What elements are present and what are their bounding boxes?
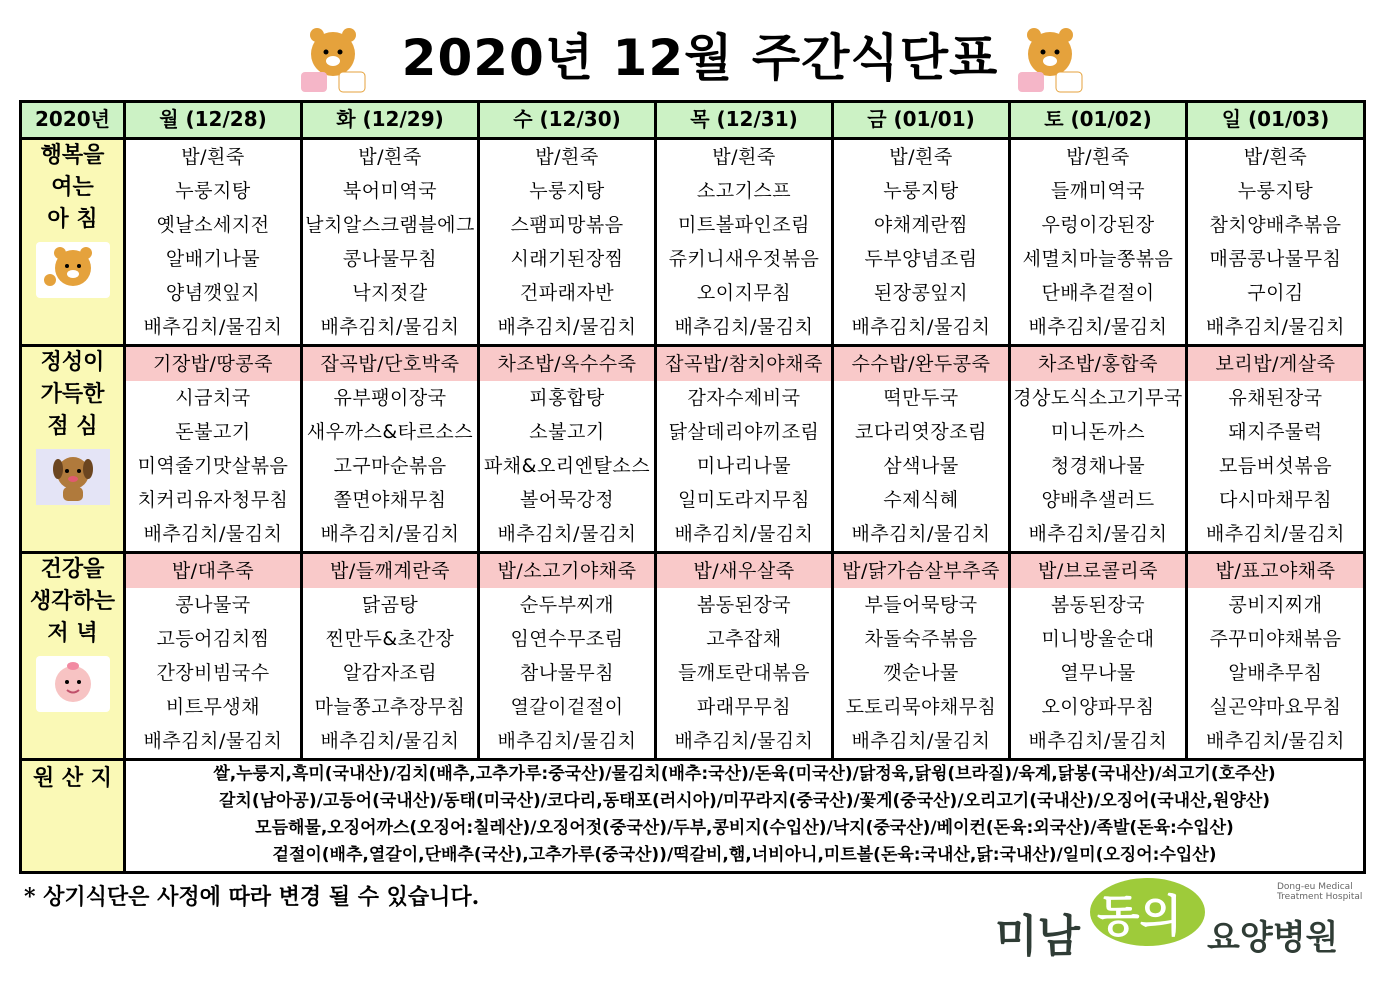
menu-cell bbox=[302, 346, 479, 553]
menu-item: 볼어묵강정 bbox=[519, 489, 615, 511]
menu-item: 콩비지찌개 bbox=[1228, 594, 1323, 616]
menu-item: 두부양념조림 bbox=[864, 248, 978, 270]
menu-item: 배추김치/물김치 bbox=[143, 730, 283, 752]
origin-line: 쌀,누룽지,흑미(국내산)/김치(배추,고추가루:중국산)/물김치(배추:국산)/돈육(미국산)/닭정육,닭윙(브라질)/육계,닭봉(국내산)/쇠고기(호주산) bbox=[213, 764, 1276, 784]
logo-english-text bbox=[1277, 882, 1362, 902]
menu-item: 미역줄기맛살볶음 bbox=[137, 455, 289, 477]
menu-item-porridge: 밥/닭가슴살부추죽 bbox=[834, 554, 1008, 588]
menu-item: 누룽지탕 bbox=[1237, 180, 1314, 202]
menu-item: 고구마순볶음 bbox=[333, 455, 447, 477]
menu-item-porridge: 차조밥/홍합죽 bbox=[1011, 347, 1185, 381]
menu-item: 미나리나물 bbox=[696, 455, 792, 477]
menu-item: 새우까스&타르소스 bbox=[306, 421, 474, 443]
menu-item-porridge: 잡곡밥/단호박죽 bbox=[303, 347, 477, 381]
menu-item: 수제식혜 bbox=[883, 489, 959, 511]
menu-cell bbox=[479, 553, 656, 760]
menu-item: 도토리묵야채무침 bbox=[845, 696, 997, 718]
menu-item: 유채된장국 bbox=[1228, 387, 1323, 409]
menu-item: 소불고기 bbox=[529, 421, 605, 443]
bear-waving-icon bbox=[36, 242, 110, 298]
menu-item: 야채계란찜 bbox=[873, 214, 969, 236]
menu-item: 구이김 bbox=[1247, 282, 1304, 304]
menu-item: 들깨미역국 bbox=[1050, 180, 1146, 202]
menu-item: 배추김치/물김치 bbox=[320, 730, 460, 752]
menu-item: 밥/흰죽 bbox=[889, 146, 953, 168]
day-header: 금 (01/01) bbox=[833, 102, 1010, 139]
menu-item-porridge: 차조밥/옥수수죽 bbox=[480, 347, 654, 381]
menu-cell bbox=[1010, 139, 1187, 346]
logo-text-part2: 동의 bbox=[1097, 891, 1183, 942]
menu-item: 밥/흰죽 bbox=[1066, 146, 1130, 168]
menu-item: 코다리엿장조림 bbox=[855, 421, 987, 443]
menu-item: 경상도식소고기무국 bbox=[1013, 387, 1183, 409]
menu-item: 파채&오리엔탈소스 bbox=[483, 455, 651, 477]
logo-text-part3: 요양병원 bbox=[1207, 918, 1339, 958]
menu-item: 돈불고기 bbox=[175, 421, 251, 443]
dog-mascot-icon bbox=[36, 449, 110, 505]
menu-item: 시래기된장찜 bbox=[510, 248, 624, 270]
menu-item: 단배추겉절이 bbox=[1041, 282, 1155, 304]
menu-cell bbox=[656, 346, 833, 553]
menu-cell bbox=[1010, 553, 1187, 760]
lunch-label-cell bbox=[21, 346, 125, 553]
menu-item: 배추김치/물김치 bbox=[851, 730, 991, 752]
menu-item-porridge: 밥/표고야채죽 bbox=[1188, 554, 1363, 588]
menu-item: 오이지무침 bbox=[696, 282, 792, 304]
menu-item: 모듬버섯볶음 bbox=[1218, 455, 1333, 477]
day-header: 일 (01/03) bbox=[1187, 102, 1365, 139]
menu-item: 봄동된장국 bbox=[1050, 594, 1146, 616]
menu-item: 미트볼파인조림 bbox=[678, 214, 810, 236]
menu-item: 부들어묵탕국 bbox=[864, 594, 978, 616]
menu-item: 쥬키니새우젓볶음 bbox=[668, 248, 820, 270]
lunch-label: 정성이 가득한 점 심 bbox=[40, 350, 105, 439]
menu-item: 북어미역국 bbox=[342, 180, 438, 202]
menu-item-porridge: 밥/들깨계란죽 bbox=[303, 554, 477, 588]
menu-cell bbox=[479, 139, 656, 346]
menu-cell bbox=[833, 553, 1010, 760]
menu-item: 닭곰탕 bbox=[361, 594, 419, 616]
menu-item: 봄동된장국 bbox=[696, 594, 792, 616]
menu-cell bbox=[656, 553, 833, 760]
menu-item: 양념깻잎지 bbox=[165, 282, 261, 304]
origin-line: 갈치(남아공)/고등어(국내산)/동태(미국산)/코다리,동태포(러시아)/미꾸라지(중국산)/꽃게(중국산)/오리고기(국내산)/오징어(국내산,원양산) bbox=[218, 791, 1271, 811]
breakfast-row bbox=[21, 139, 1365, 346]
menu-cell bbox=[1010, 346, 1187, 553]
menu-item: 배추김치/물김치 bbox=[1206, 730, 1345, 752]
menu-item: 비트무생채 bbox=[165, 696, 261, 718]
menu-item-porridge: 밥/브로콜리죽 bbox=[1011, 554, 1185, 588]
menu-item: 배추김치/물김치 bbox=[1028, 316, 1168, 338]
menu-item: 유부팽이장국 bbox=[333, 387, 447, 409]
lunch-row bbox=[21, 346, 1365, 553]
menu-item: 닭살데리야끼조림 bbox=[668, 421, 820, 443]
bear-mascot-icon bbox=[1004, 20, 1096, 100]
menu-cell bbox=[833, 139, 1010, 346]
menu-item: 배추김치/물김치 bbox=[851, 316, 991, 338]
menu-item: 실곤약마요무침 bbox=[1209, 696, 1342, 718]
menu-item: 고추잡채 bbox=[706, 628, 782, 650]
menu-item: 다시마채무침 bbox=[1218, 489, 1333, 511]
menu-item: 매콤콩나물무침 bbox=[1209, 248, 1342, 270]
menu-cell bbox=[125, 139, 302, 346]
origin-label: 원 산 지 bbox=[21, 760, 125, 873]
menu-item: 미니돈까스 bbox=[1050, 421, 1146, 443]
menu-item: 밥/흰죽 bbox=[535, 146, 599, 168]
menu-item: 배추김치/물김치 bbox=[320, 523, 460, 545]
header-row bbox=[21, 102, 1365, 139]
peach-mascot-icon bbox=[36, 656, 110, 712]
menu-item: 치커리유자청무침 bbox=[137, 489, 289, 511]
page-title: 2020년 12월 주간식단표 bbox=[401, 29, 999, 87]
menu-item-porridge: 잡곡밥/참치야채죽 bbox=[657, 347, 831, 381]
menu-item: 누룽지탕 bbox=[529, 180, 605, 202]
menu-item: 주꾸미야채볶음 bbox=[1209, 628, 1342, 650]
menu-item: 참치양배추볶음 bbox=[1209, 214, 1342, 236]
menu-item: 배추김치/물김치 bbox=[497, 523, 637, 545]
menu-item: 배추김치/물김치 bbox=[497, 316, 637, 338]
menu-item: 깻순나물 bbox=[883, 662, 959, 684]
menu-item: 배추김치/물김치 bbox=[1206, 523, 1345, 545]
menu-item: 콩나물국 bbox=[175, 594, 251, 616]
logo-text-part1: 미남 bbox=[995, 911, 1081, 962]
menu-item: 밥/흰죽 bbox=[181, 146, 245, 168]
menu-item: 알배추무침 bbox=[1228, 662, 1323, 684]
menu-item: 밥/흰죽 bbox=[358, 146, 422, 168]
menu-item: 임연수무조림 bbox=[510, 628, 624, 650]
breakfast-label-cell bbox=[21, 139, 125, 346]
logo-english-line2: Treatment Hospital bbox=[1277, 892, 1363, 902]
menu-item: 양배추샐러드 bbox=[1041, 489, 1155, 511]
menu-cell bbox=[302, 139, 479, 346]
menu-item-porridge: 밥/새우살죽 bbox=[657, 554, 831, 588]
dinner-label-cell bbox=[21, 553, 125, 760]
menu-item: 시금치국 bbox=[175, 387, 251, 409]
menu-item: 된장콩잎지 bbox=[873, 282, 969, 304]
origin-row bbox=[21, 760, 1365, 873]
menu-item: 열갈이겉절이 bbox=[510, 696, 624, 718]
menu-cell bbox=[125, 346, 302, 553]
day-header: 화 (12/29) bbox=[302, 102, 479, 139]
menu-item: 배추김치/물김치 bbox=[674, 523, 814, 545]
header bbox=[0, 14, 1396, 98]
menu-item: 참나물무침 bbox=[519, 662, 615, 684]
menu-cell bbox=[1187, 553, 1365, 760]
origin-line: 겉절이(배추,열갈이,단배추(국산),고추가루(중국산))/떡갈비,햄,너비아니,미트볼(돈육:국내산,닭:국내산)/일미(오징어:수입산) bbox=[272, 845, 1217, 865]
year-header: 2020년 bbox=[21, 102, 125, 139]
menu-item: 삼색나물 bbox=[883, 455, 959, 477]
menu-item: 미니방울순대 bbox=[1041, 628, 1155, 650]
menu-item: 누룽지탕 bbox=[175, 180, 251, 202]
menu-item: 찐만두&초간장 bbox=[325, 628, 455, 650]
menu-item: 소고기스프 bbox=[696, 180, 792, 202]
hospital-logo bbox=[995, 860, 1365, 960]
menu-item: 날치알스크램블에그 bbox=[305, 214, 475, 236]
menu-item: 건파래자반 bbox=[519, 282, 615, 304]
menu-item: 감자수제비국 bbox=[687, 387, 801, 409]
menu-item: 쫄면야채무침 bbox=[333, 489, 447, 511]
menu-item: 간장비빔국수 bbox=[156, 662, 270, 684]
day-header: 목 (12/31) bbox=[656, 102, 833, 139]
menu-item: 배추김치/물김치 bbox=[851, 523, 991, 545]
menu-item: 알감자조림 bbox=[342, 662, 438, 684]
breakfast-label: 행복을 여는 아 침 bbox=[40, 143, 105, 232]
change-notice: * 상기식단은 사정에 따라 변경 될 수 있습니다. bbox=[24, 884, 480, 910]
menu-cell bbox=[1187, 346, 1365, 553]
menu-item: 오이양파무침 bbox=[1041, 696, 1155, 718]
day-header: 수 (12/30) bbox=[479, 102, 656, 139]
menu-item-porridge: 보리밥/게살죽 bbox=[1188, 347, 1363, 381]
menu-item: 배추김치/물김치 bbox=[320, 316, 460, 338]
menu-item: 우렁이강된장 bbox=[1041, 214, 1155, 236]
menu-item: 파래무무침 bbox=[696, 696, 792, 718]
menu-item: 배추김치/물김치 bbox=[1028, 730, 1168, 752]
menu-item: 낙지젓갈 bbox=[352, 282, 428, 304]
menu-item: 누룽지탕 bbox=[883, 180, 959, 202]
origin-text-cell bbox=[125, 760, 1365, 873]
menu-item: 배추김치/물김치 bbox=[143, 316, 283, 338]
menu-item: 들깨토란대볶음 bbox=[678, 662, 810, 684]
dinner-row bbox=[21, 553, 1365, 760]
menu-item: 배추김치/물김치 bbox=[1028, 523, 1168, 545]
menu-item: 마늘쫑고추장무침 bbox=[314, 696, 466, 718]
menu-item: 배추김치/물김치 bbox=[497, 730, 637, 752]
day-header: 토 (01/02) bbox=[1010, 102, 1187, 139]
bear-mascot-icon bbox=[287, 20, 379, 100]
menu-item: 고등어김치찜 bbox=[156, 628, 270, 650]
menu-item: 스팸피망볶음 bbox=[510, 214, 624, 236]
menu-item: 배추김치/물김치 bbox=[143, 523, 283, 545]
day-header: 월 (12/28) bbox=[125, 102, 302, 139]
menu-item: 배추김치/물김치 bbox=[674, 730, 814, 752]
menu-cell bbox=[1187, 139, 1365, 346]
menu-item: 떡만두국 bbox=[883, 387, 959, 409]
menu-item: 순두부찌개 bbox=[519, 594, 615, 616]
menu-item-porridge: 밥/대추죽 bbox=[126, 554, 300, 588]
menu-item: 배추김치/물김치 bbox=[674, 316, 814, 338]
menu-item: 청경채나물 bbox=[1050, 455, 1146, 477]
menu-item: 콩나물무침 bbox=[342, 248, 438, 270]
dinner-label: 건강을 생각하는 저 녁 bbox=[29, 557, 115, 646]
menu-item: 배추김치/물김치 bbox=[1206, 316, 1345, 338]
origin-line: 모듬해물,오징어까스(오징어:칠레산)/오징어젓(중국산)/두부,콩비지(수입산)/낙지(중국산)/베이컨(돈육:외국산)/족발(돈육:수입산) bbox=[255, 818, 1234, 838]
menu-item: 일미도라지무침 bbox=[678, 489, 810, 511]
menu-item-porridge: 수수밥/완두콩죽 bbox=[834, 347, 1008, 381]
menu-item: 돼지주물럭 bbox=[1228, 421, 1323, 443]
menu-cell bbox=[125, 553, 302, 760]
menu-item: 옛날소세지전 bbox=[156, 214, 270, 236]
menu-item: 차돌숙주볶음 bbox=[864, 628, 978, 650]
menu-cell bbox=[479, 346, 656, 553]
menu-item: 열무나물 bbox=[1060, 662, 1136, 684]
menu-cell bbox=[656, 139, 833, 346]
menu-item-porridge: 기장밥/땅콩죽 bbox=[126, 347, 300, 381]
menu-item: 밥/흰죽 bbox=[712, 146, 776, 168]
menu-item: 밥/흰죽 bbox=[1243, 146, 1308, 168]
menu-cell bbox=[833, 346, 1010, 553]
weekly-menu-table bbox=[19, 100, 1366, 874]
menu-item: 피홍합탕 bbox=[529, 387, 605, 409]
menu-cell bbox=[302, 553, 479, 760]
menu-item: 세멸치마늘쫑볶음 bbox=[1022, 248, 1174, 270]
menu-item: 알배기나물 bbox=[165, 248, 261, 270]
logo-english-line1: Dong-eu Medical bbox=[1277, 882, 1353, 892]
menu-item-porridge: 밥/소고기야채죽 bbox=[480, 554, 654, 588]
